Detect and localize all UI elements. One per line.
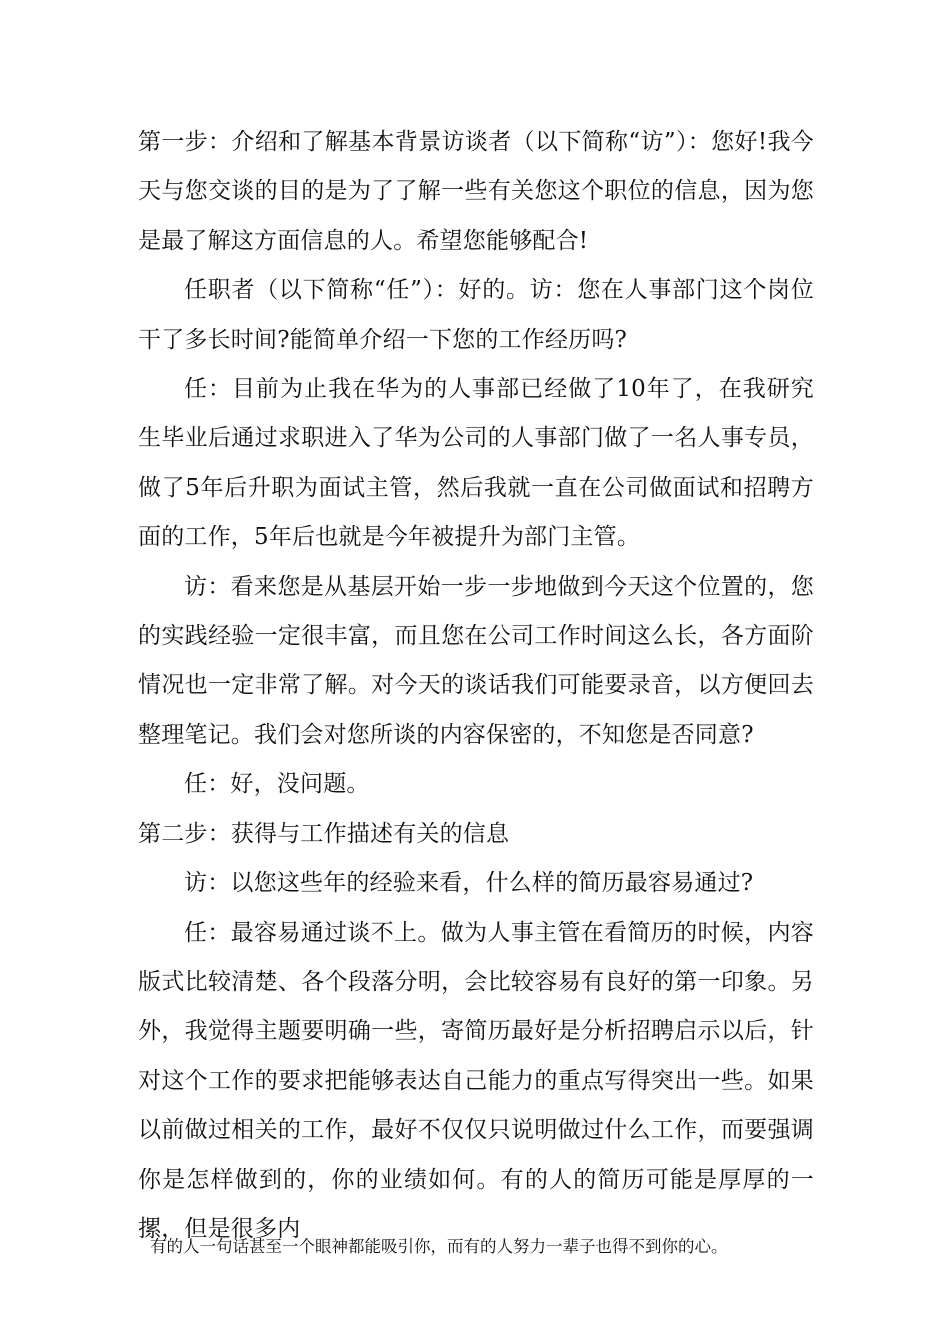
paragraph-resume-question: 访：以您这些年的经验来看，什么样的简历最容易通过?: [184, 870, 754, 897]
document-body: [138, 118, 814, 1254]
paragraph-resume-answer: 任：最容易通过谈不上。做为人事主管在看简历的时候，内容版式比较清楚、各个段落分明，会比较容易有良好的第一印象。另外，我觉得主题要明确一些，寄简历最好是分析招聘启示以后，针对这个工作的要求把能够表达自己能力的重点写得突出一些。如果以前做过相关的工作，最好不仅仅只说明做过什么工作，而要强调你是怎样做到的，你的业绩如何。有的人的简历可能是厚厚的一摞，但是很多内: [138, 919, 814, 1242]
footer-note: 有的人一句话甚至一个眼神都能吸引你，而有的人努力一辈子也得不到你的心。: [150, 1237, 728, 1256]
paragraph-work-history: 任：目前为止我在华为的人事部已经做了10年了，在我研究生毕业后通过求职进入了华为公司的人事部门做了一名人事专员，做了5年后升职为面试主管，然后我就一直在公司做面试和招聘方面的工作，5年后也就是今年被提升为部门主管。: [138, 376, 814, 551]
paragraph-step-one: 第一步：介绍和了解基本背景访谈者（以下简称“访”）：您好!我今天与您交谈的目的是为了了解一些有关您这个职位的信息，因为您是最了解这方面信息的人。希望您能够配合!: [138, 129, 814, 254]
paragraph-step-two: 第二步：获得与工作描述有关的信息: [138, 820, 510, 847]
paragraph-reply-greeting: 任职者（以下简称“任”）：好的。访：您在人事部门这个岗位干了多长时间?能简单介绍一下您的工作经历吗?: [138, 277, 814, 353]
paragraph-recording-consent: 访：看来您是从基层开始一步一步地做到今天这个位置的，您的实践经验一定很丰富，而且您在公司工作时间这么长，各方面阶情况也一定非常了解。对今天的谈话我们可能要录音，以方便回去整理笔记。我们会对您所谈的内容保密的，不知您是否同意?: [138, 573, 814, 748]
paragraph-agreement: 任：好，没问题。: [184, 771, 370, 798]
